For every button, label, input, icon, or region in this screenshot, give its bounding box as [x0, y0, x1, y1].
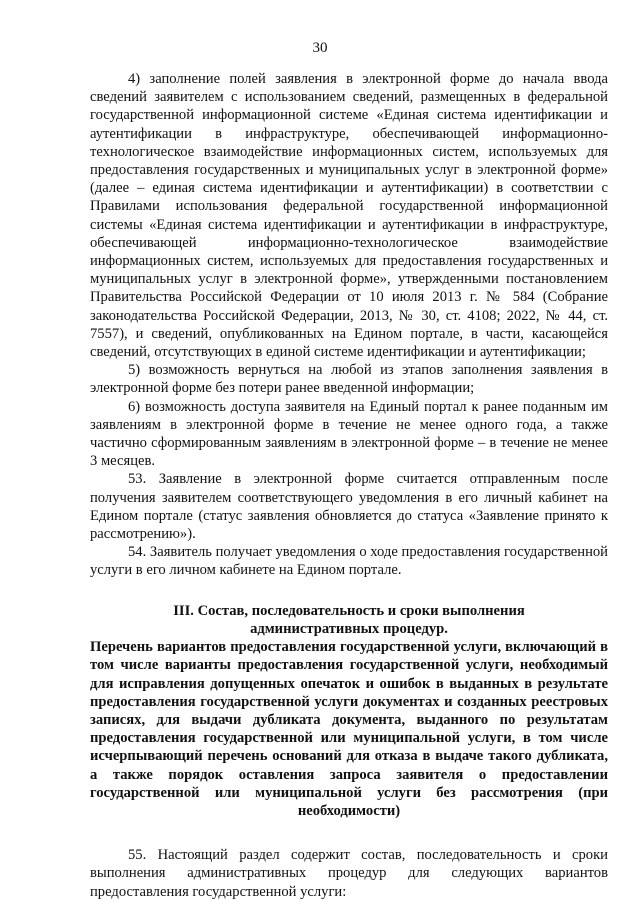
paragraph-55: 55. Настоящий раздел содержит состав, последовательность и сроки выполнения административных процедур для следующих вариантов предоставления государственной услуги: [90, 847, 608, 900]
section-heading: III. Состав, последовательность и сроки выполнения административных процедур. [173, 602, 525, 637]
paragraph-54: 54. Заявитель получает уведомления о ходе предоставления государственной услуги в его личном кабинете на Едином портале. [90, 544, 608, 579]
spacer [90, 820, 608, 846]
paragraph-item-5: 5) возможность вернуться на любой из этапов заполнения заявления в электронной форме без потери ранее введенной информации; [90, 362, 608, 397]
paragraph-53: 53. Заявление в электронной форме считается отправленным после получения заявителем соответствующего уведомления в его личный кабинет на Едином портале (статус заявления обновляется до статуса «Заявление принято к рассмотрению»). [90, 471, 608, 543]
subsection-heading: Перечень вариантов предоставления государственной услуги, включающий в том числе варианты предоставления государственной услуги, необходимый для исправления допущенных опечаток и ошибок в выданных в результате предоставления государственной услуги документах и созданных реестровых записях, для выдачи дубликата документа, выданного по результатам предоставления государственной или муниципальной услуги, в том числе исчерпывающий перечень оснований для отказа в выдаче такого дубликата, а также порядок оставления запроса заявителя о предоставлении государственной или муниципальной услуги без рассмотрения (при необходимости) [90, 639, 608, 819]
paragraph-item-6: 6) возможность доступа заявителя на Единый портал к ранее поданным им заявлениям в электронной форме в течение не менее одного года, а также частично сформированным заявлениям в электронной форме – в течение не менее 3 месяцев. [90, 398, 608, 470]
page-number: 30 [312, 40, 328, 56]
spacer [90, 580, 608, 602]
document-body [90, 70, 608, 901]
paragraph-item-4: 4) заполнение полей заявления в электронной форме до начала ввода сведений заявителем с использованием сведений, размещенных в федеральной государственной информационной системе «Единая система идентификации и аутентификации в инфраструктуре, обеспечивающей информационно-технологическое взаимодействие информационных систем, используемых для предоставления государственных и муниципальных услуг в электронной форме» (далее – единая система идентификации и аутентификации) в соответствии с Правилами использования федеральной государственной информационной системы «Единая система идентификации и аутентификации в инфраструктуре, обеспечивающей информационно-технологическое взаимодействие информационных систем, используемых для предоставления государственных и муниципальных услуг в электронной форме», утвержденными постановлением Правительства Российской Федерации от 10 июля 2013 г. № 584 (Собрание законодательства Российской Федерации, 2013, № 30, ст. 4108; 2022, № 44, ст. 7557), и сведений, опубликованных на Едином портале, в части, касающейся сведений, отсутствующих в единой системе идентификации и аутентификации; [90, 71, 608, 361]
